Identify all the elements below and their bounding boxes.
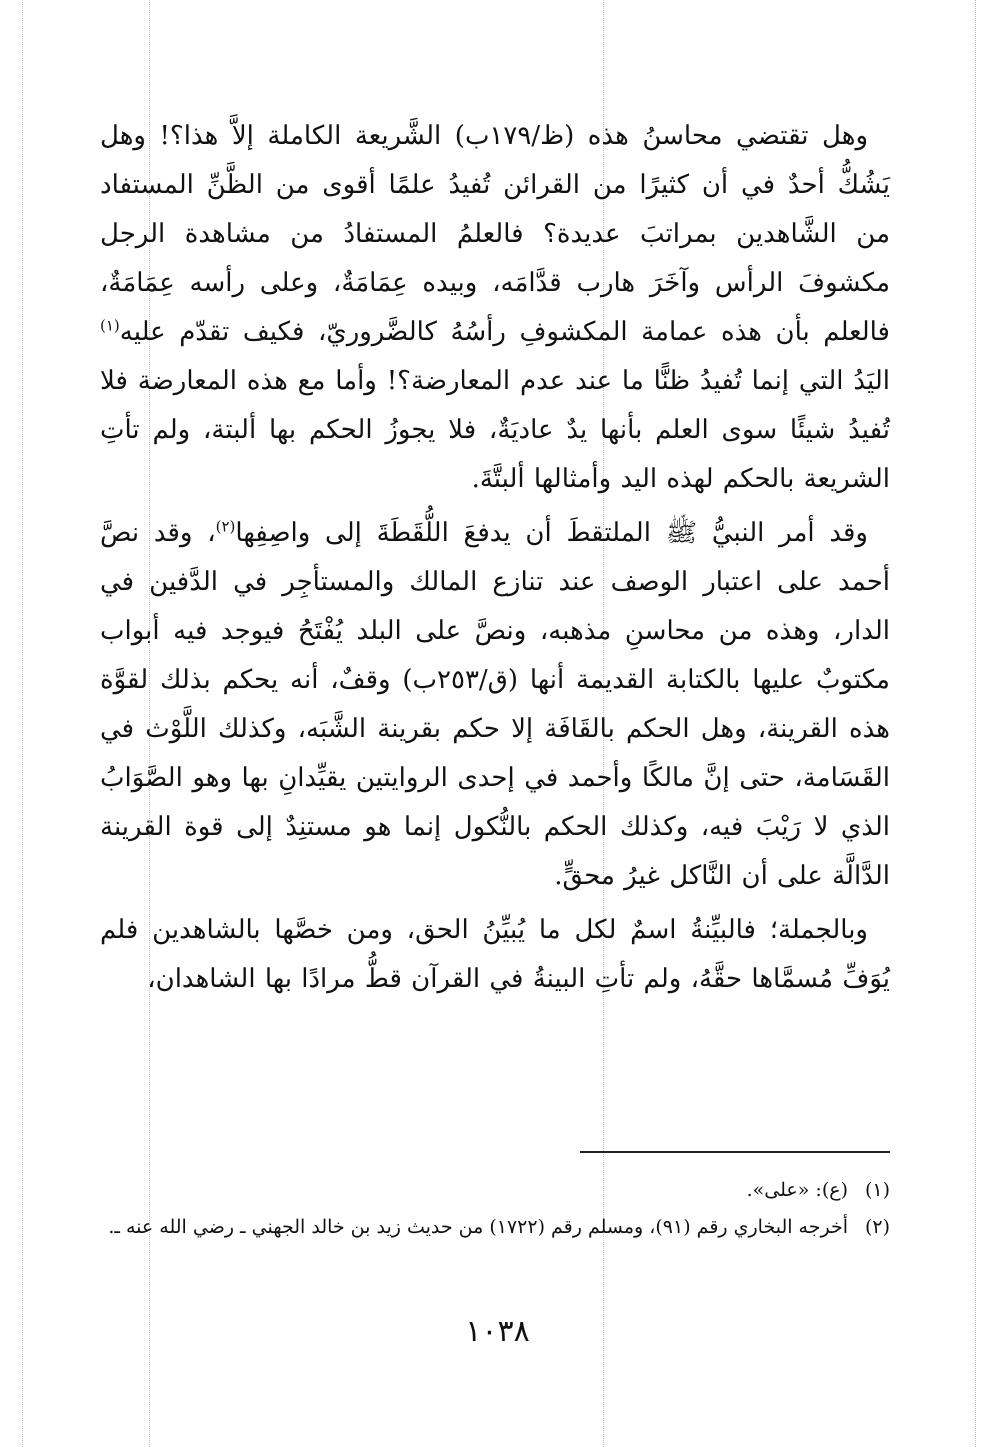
paragraph-text: وهل تقتضي محاسنُ هذه (ظ/١٧٩ب) الشَّريعة الكاملة إلاَّ هذا؟! وهل يَشُكُّ أحدٌ في أن كثيرًا من القرائن تُفيدُ علمًا أقوى من الظَّنِّ المستفاد من الشَّاهدين بمراتبَ عديدة؟ فالعلمُ المستفادُ من مشاهدة الرجل مكشوفَ الرأس وآخَرَ هارب قدَّامَه، وبيده عِمَامَةٌ، وعلى رأسه عِمَامَةٌ، فالعلم بأن هذه عمامة المكشوفِ رأسُهُ كالضَّروريّ، فكيف تقدّم عليه <box>100 121 890 347</box>
paragraph-text: وقد أمر النبيُّ ﷺ الملتقطَ أن يدفعَ اللُّقَطَةَ إلى واصِفِها <box>235 518 868 548</box>
footnote-reference: (١) <box>100 316 120 335</box>
footnote-text: أخرجه البخاري رقم (٩١)، ومسلم رقم (١٧٢٢) من حديث زيد بن خالد الجهني ـ رضي الله عنه ـ. <box>108 1216 848 1238</box>
scan-guide-line <box>22 0 23 1447</box>
paragraph-text-continued: اليَدُ التي إنما تُفيدُ ظنًّا ما عند عدم المعارضة؟! وأما مع هذه المعارضة فلا تُفيدُ شيئًا سوى العلم بأنها يدٌ عاديَةٌ، فلا يجوزُ الحكم بها ألبتة، ولم تأتِ الشريعة بالحكم لهذه اليد وأمثالها ألبتَّةَ. <box>100 366 890 494</box>
footnote-reference: (٢) <box>215 517 236 536</box>
footnote-2 <box>100 1209 890 1246</box>
main-text <box>100 112 890 1004</box>
footnote-text: (ع): «على». <box>746 1179 848 1201</box>
paragraph-text: وبالجملة؛ فالبيِّنةُ اسمٌ لكل ما يُبيِّنُ الحق، ومن خصَّها بالشاهدين فلم يُوَفِّ مُسمَّاها حقَّهُ، ولم تأتِ البينةُ في القرآن قطُّ مرادًا بها الشاهدان، <box>100 915 890 994</box>
paragraph-1 <box>100 112 890 504</box>
footnote-number: (١) <box>864 1179 890 1201</box>
page-number: ١٠٣٨ <box>465 1314 530 1349</box>
paragraph-3 <box>100 906 890 1004</box>
scan-guide-line <box>975 0 976 1447</box>
footnote-number: (٢) <box>864 1216 890 1238</box>
footnote-1 <box>100 1172 890 1209</box>
paragraph-2 <box>100 509 890 901</box>
paragraph-text-continued: ، وقد نصَّ أحمد على اعتبار الوصف عند تنازع المالك والمستأجِر في الدَّفين في الدار، وهذه من محاسنِ مذهبه، ونصَّ على البلد يُفْتَحُ فيوجد فيه أبواب مكتوبٌ عليها بالكتابة القديمة أنها (ق/٢٥٣ب) وقفٌ، أنه يحكم بذلك لقوَّة هذه القرينة، وهل الحكم بالقَافَة إلا حكم بقرينة الشَّبَه، وكذلك اللَّوْث في القَسَامة، حتى إنَّ مالكًا وأحمد في إحدى الروايتين يقيِّدانِ بها وهو الصَّوَابُ الذي لا رَيْبَ فيه، وكذلك الحكم بالنُّكول إنما هو مستنِدٌ إلى قوة القرينة الدَّالَّة على أن النَّاكل غيرُ محقٍّ. <box>100 518 890 891</box>
footnote-separator <box>580 1151 890 1153</box>
footnotes <box>100 1172 890 1246</box>
